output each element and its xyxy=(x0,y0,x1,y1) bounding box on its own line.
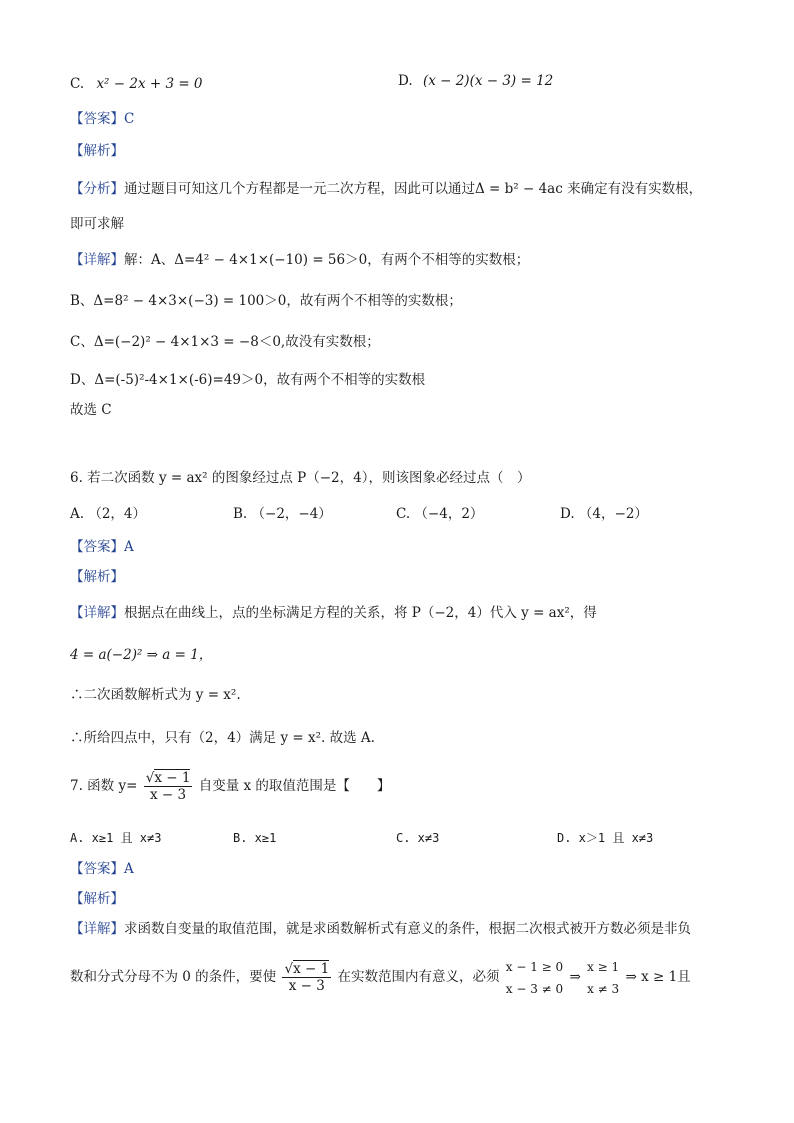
q7-detail-fraction xyxy=(282,961,331,994)
q7-option-d: D. x＞1 且 x≠3 xyxy=(557,831,654,845)
q5-answer: 【答案】C xyxy=(70,111,135,127)
xiangjie-tag: 【详解】 xyxy=(70,921,124,937)
q7-option-a: A. x≥1 且 x≠3 xyxy=(70,831,162,845)
inequality-system-1: x − 1 ≥ 0 x − 3 ≠ 0 xyxy=(505,959,564,996)
q5-conclusion: 故选 C xyxy=(70,402,112,418)
q5-option-d xyxy=(398,72,553,90)
detail-text: 根据点在曲线上，点的坐标满足方程的关系，将 P（−2，4）代入 y = ax²，得 xyxy=(124,605,597,621)
q6-option-b: B. （−2，−4） xyxy=(233,506,332,522)
q6-equation: 4 = a(−2)² ⇒ a = 1， xyxy=(70,647,213,663)
q7-detail2: 数和分式分母不为 0 的条件，要使 $\frac{√x - 1}{x - 3}$ 在实数范围内有意义，必须 x − 1 ≥ 0 x − 3 ≠ 0 ⇒ x ≥ 1 x ≠ 3 ⇒ x ≥ 1且 xyxy=(70,955,691,1000)
xiangjie-tag: 【详解】 xyxy=(70,252,124,268)
q7-detail1 xyxy=(70,920,691,938)
xiangjie-tag: 【详解】 xyxy=(70,605,124,621)
q6-line2: ∴二次函数解析式为 y = x². xyxy=(70,687,241,703)
stem-suffix: 自变量 x 的取值范围是【 】 xyxy=(198,778,391,794)
q6-jiexi: 【解析】 xyxy=(70,569,124,585)
q6-answer: 【答案】A xyxy=(70,539,134,555)
q6-option-d: D. （4，−2） xyxy=(560,506,648,522)
q7-option-b: B. x≥1 xyxy=(233,831,277,845)
fraction-denominator: x − 3 xyxy=(150,787,187,803)
q5-jiexi: 【解析】 xyxy=(70,143,124,159)
q6-option-c: C. （−4，2） xyxy=(396,506,484,522)
q7-stem xyxy=(70,768,390,804)
q5-detail-a xyxy=(70,251,529,269)
detail2-mid: 在实数范围内有意义，必须 xyxy=(337,969,500,985)
q5-fenxi xyxy=(70,180,702,198)
q6-line3: ∴所给四点中，只有（2，4）满足 y = x². 故选 A. xyxy=(70,730,375,746)
option-label: C. xyxy=(70,76,85,92)
detail2-end: ⇒ x ≥ 1且 xyxy=(625,969,691,985)
q6-detail xyxy=(70,604,597,622)
option-expression: x² − 2x + 3 = 0 xyxy=(96,76,203,92)
q5-detail-d: D、Δ=(-5)²-4×1×(-6)=49＞0，故有两个不相等的实数根 xyxy=(70,372,426,388)
option-expression: (x − 2)(x − 3) = 12 xyxy=(422,73,554,89)
q5-detail-b: B、Δ=8² − 4×3×(−3) = 100＞0，故有两个不相等的实数根； xyxy=(70,293,462,309)
q7-option-c: C. x≠3 xyxy=(396,831,440,845)
q5-fenxi-cont: 即可求解 xyxy=(70,216,124,232)
q5-detail-c: C、Δ=(−2)² − 4×1×3 = −8＜0,故没有实数根； xyxy=(70,334,380,350)
option-label: D. xyxy=(398,73,413,89)
fraction-denominator: x − 3 xyxy=(288,978,325,994)
detail2-prefix: 数和分式分母不为 0 的条件，要使 xyxy=(70,969,277,985)
fenxi-tag: 【分析】 xyxy=(70,181,124,197)
fraction-numerator: √x − 1 xyxy=(145,770,191,786)
q7-jiexi: 【解析】 xyxy=(70,891,124,907)
q7-answer: 【答案】A xyxy=(70,861,134,877)
inequality-system-2: x ≥ 1 x ≠ 3 xyxy=(587,959,620,996)
q7-fraction xyxy=(144,770,193,803)
detail-line-a: 解：A、Δ=4² − 4×1×(−10) = 56＞0，有两个不相等的实数根； xyxy=(124,252,530,268)
q6-option-a: A. （2，4） xyxy=(70,506,147,522)
q5-option-c xyxy=(70,75,203,93)
q6-stem: 6. 若二次函数 y = ax² 的图象经过点 P（−2，4），则该图象必经过点（ ） xyxy=(70,470,531,486)
fraction-numerator: √x − 1 xyxy=(284,961,330,977)
detail-text: 求函数自变量的取值范围，就是求函数解析式有意义的条件，根据二次根式被开方数必须是非负 xyxy=(124,921,691,937)
fenxi-text: 通过题目可知这几个方程都是一元二次方程，因此可以通过Δ = b² − 4ac 来确定有没有实数根， xyxy=(124,181,703,197)
stem-prefix: 7. 函数 y= xyxy=(70,778,138,794)
